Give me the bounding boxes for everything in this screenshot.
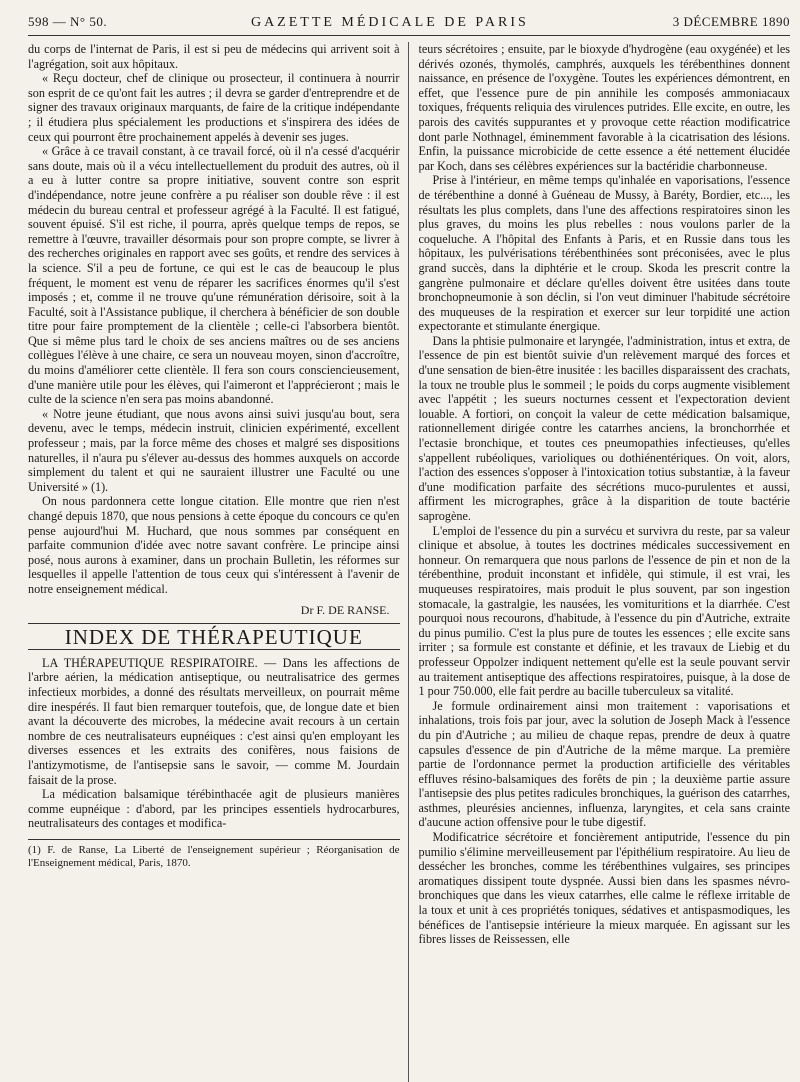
- left-column: [28, 42, 409, 1082]
- footnote-text: (1) F. de Ranse, La Liberté de l'enseignement supérieur ; Réorganisation de l'Enseignement médical, Paris, 1870.: [28, 843, 400, 869]
- paragraph: « Reçu docteur, chef de clinique ou prosecteur, il continuera à nourrir son esprit de ce qu'ont fait les autres ; il devra se garder d'entreprendre et de signer des travaux originaux marquants, de faire de la critique indépendante ; il étudiera plus spécialement les productions et s'inspirera des idées de ceux qui pourront être prochainement appelés à devenir ses juges.: [28, 71, 400, 144]
- issue-date: 3 DÉCEMBRE 1890: [672, 14, 790, 29]
- signature: Dr F. DE RANSE.: [300, 602, 390, 617]
- paragraph: Prise à l'intérieur, en même temps qu'inhalée en vaporisations, l'essence de térébenthine a donné à Guéneau de Mussy, à Baréty, Bordier, etc..., les résultats les plus complets, dans l'une des affections respiratoires sinon les plus graves, du moins les plus rebelles : nous voulons parler de la coqueluche. A l'hôpital des Enfants à Paris, et en Russie dans tous les hôpitaux, les pulvérisations térébenthinées sont préconisées, avec le plus grand succès, dans la diphtérie et le croup. Skoda les prescrit contre la gangrène pulmonaire et déclare qu'elles doivent être usitées dans toute bronchopneumonie à son déclin, si l'on veut diminuer l'habitude sécrétoire des muqueuses de la respiration et exercer sur leur torpidité une action expectorante et stimulante énergique.: [418, 173, 790, 334]
- paragraph: du corps de l'internat de Paris, il est si peu de médecins qui arrivent soit à l'agrégation, soit aux hôpitaux.: [28, 42, 400, 71]
- paragraph: Modificatrice sécrétoire et foncièrement antiputride, l'essence du pin pumilio s'élimine merveilleusement par l'épithélium respiratoire. Au lieu de dessécher les bronches, comme les térébenthines vulgaires, ses principes aromatiques dissipent toute dyspnée. Aussi bien dans les spasmes névro-bronchiques que dans les vieux catarrhes, elle calme le réflexe irritable de la toux et unit à ces propriétés toniques, sédatives et antispasmodiques, les bénéfices de l'antisepsie intérieure la mieux marquée. En agissant sur les fibres lisses de Reissessen, elle: [418, 830, 790, 947]
- journal-title: GAZETTE MÉDICALE DE PARIS: [250, 15, 529, 30]
- paragraph: « Grâce à ce travail constant, à ce travail forcé, où il n'a cessé d'acquérir sans doute, mais où il a vécu intellectuellement du produit des autres, où il a eu à lutter contre sa propre initiative, souvent contre son esprit d'indépendance, notre jeune confrère a pu réaliser son double rêve : il est médecin du bureau central et professeur agrégé à la Faculté. Il est fatigué, souvent épuisé. S'il est riche, il pourra, après quelque temps de repos, se remettre à l'œuvre, travailler désormais pour son propre compte, se livrer à des recherches originales en rapport avec ses goûts, et rendre des services à la science. S'il a peu de fortune, ce qui est le cas de beaucoup le plus fréquent, le moment est venu de réparer les sacrifices énormes qu'il s'est imposés ; et, comme il ne trouve qu'une rémunération dérisoire, soit à la Faculté, soit à l'Assistance publique, il cherchera à bénéficier de son double titre pour faire promptement de la clientèle ; celle-ci l'absorbera bientôt. Que si même plus tard le choix de ses anciens maîtres ou de ses anciens collègues l'élève à une chaire, ce sera un nouveau moyen, sinon d'accroître, du moins d'améliorer cette clientèle. Il fera son cours consciencieusement, d'une manière utile pour les élèves, qui l'aimeront et l'apprécieront ; mais le culte de la science n'en sera pas moins abandonné.: [28, 144, 400, 407]
- paragraph: teurs sécrétoires ; ensuite, par le bioxyde d'hydrogène (eau oxygénée) et les dérivés ozonés, thymolés, camphrés, auxquels les térébenthines donnent naissance, en présence de l'oxygène. Toutes les expériences démontrent, en effet, que l'essence pure de pin annihile les composés ammoniacaux toxiques, fréquents reliquia des virulences putrides. Elle excite, en outre, les parois des cavités suppurantes et y provoque cette réaction modificatrice dont parle Nothnagel, éminemment favorable à la cicatrisation des lésions. Enfin, la puissance microbicide de cette essence a été nettement élucidée par Koch, dans ses célèbres expériences sur la bactéridie charbonneuse.: [418, 42, 790, 173]
- paragraph: On nous pardonnera cette longue citation. Elle montre que rien n'est changé depuis 1870, que nous pensions à cette époque du concours ce qu'en pense aujourd'hui M. Huchard, que nous sommes par conséquent en parfaite communion d'idée avec notre savant confrère. Le principe ainsi posé, nous aurons à examiner, dans un prochain Bulletin, les réformes sur lesquelles il appelle l'attention de tous ceux qui s'intéressent à l'avenir de notre enseignement médical.: [28, 494, 400, 596]
- section-title: INDEX DE THÉRAPEUTIQUE: [28, 623, 400, 650]
- footnote: [28, 839, 400, 870]
- paragraph: « Notre jeune étudiant, que nous avons ainsi suivi jusqu'au bout, sera devenu, avec le temps, médecin instruit, clinicien expérimenté, excellent professeur ; mais, par la force même des choses et malgré ses dispositions naturelles, il n'aura pu s'élever au-dessus des hommes auxquels on accorde simplement du talent et qui ne sauraient illustrer une Faculté ou une Université » (1).: [28, 406, 400, 494]
- paragraph: Dans la phtisie pulmonaire et laryngée, l'administration, intus et extra, de l'essence de pin est bientôt suivie d'un relèvement marqué des forces et d'une sensation de bien-être inusitée : les bacilles disparaissent des crachats, la toux ne trouble plus le sommeil ; le poids du corps augmente visiblement avec l'appétit ; les sueurs nocturnes cessent et l'expectoration devient louable. A fortiori, on conçoit la valeur de cette médication balsamique, rationnellement dirigée contre les catarrhes anciens, la bronchorrhée et l'ectasie bronchique, et toutes ces pneumopathies infectieuses, qu'elles s'appellent rubéoliques, varioliques ou dothiénentériques. On voit, alors, l'action des essences s'opposer à l'intoxication totius substantiæ, à la faveur d'une modification parfaite des sécrétions muco-purulentes et aussi, affirment les micrographes, grâce à la disparition de toute bactérie saprogène.: [418, 333, 790, 523]
- paragraph: LA THÉRAPEUTIQUE RESPIRATOIRE. — Dans les affections de l'arbre aérien, la médication antiseptique, ou neutralisatrice des germes infectieux morbides, a donné des résultats merveilleux, on pourrait même dire inespérés. Il faut bien remarquer toutefois, que, de longue date et bien avant la découverte des microbes, la médecine avait recours à un certain nombre de ces neutralisateurs eupnéiques : c'est ainsi qu'en employant les diverses essences et les extraits des conifères, nous faisions de l'antizymotisme, de l'antisepsie sans le savoir, — comme M. Jourdain faisait de la prose.: [28, 655, 400, 787]
- page-header: [28, 14, 790, 36]
- paragraph: L'emploi de l'essence du pin a survécu et survivra du reste, par sa valeur clinique et absolue, à toutes les doctrines médicales successivement en honneur. On remarquera que nous parlons de l'essence de pin et non de la térébenthine, produit inconstant et infidèle, qui stimule, il est vrai, les muqueuses respiratoires, mais produit le plus souvent, par son ingestion stomacale, la gastralgie, les nausées, les vomituritions et la diarrhée. C'est pourquoi nous recourons, d'habitude, à l'essence du pin d'Autriche, extraite du pinus pumilio. C'est la plus pure de toutes les essences ; elle excite sans irriter ; sa formule est constante et définie, et les travaux de Liebig et du professeur Oppolzer indiquent nettement qu'elle est la seule pouvant servir au traitement antiseptique des affections respiratoires, puisque, à la dose de 1 pour 750.000, elle fait perdre au bacille tuberculeux sa vitalité.: [418, 523, 790, 699]
- right-column: [419, 42, 791, 1082]
- paragraph: La médication balsamique térébinthacée agit de plusieurs manières comme eupnéique : d'abord, par les principes essentiels hydrocarbures, neutralisateurs des contages et modifica-: [28, 787, 400, 831]
- paragraph: Je formule ordinairement ainsi mon traitement : vaporisations et inhalations, trois fois par jour, avec la solution de Joseph Mack à l'essence du pin d'Autriche ; au milieu de chaque repas, prendre de deux à quatre capsules d'essence de pin d'Autriche de la même marque. La première partie de l'ordonnance permet la production artificielle des véritables effluves résino-balsamiques des forêts de pin ; la deuxième partie assure l'antisepsie des plus petites radicules bronchiques, la guérison des catarrhes, asthmes, pleurésies anciennes, influenza, laryngites, et cela sans crainte d'aucune action offensive pour le tube digestif.: [418, 698, 790, 830]
- page-number: 598 — N° 50.: [28, 14, 108, 29]
- article-columns: [28, 42, 790, 1082]
